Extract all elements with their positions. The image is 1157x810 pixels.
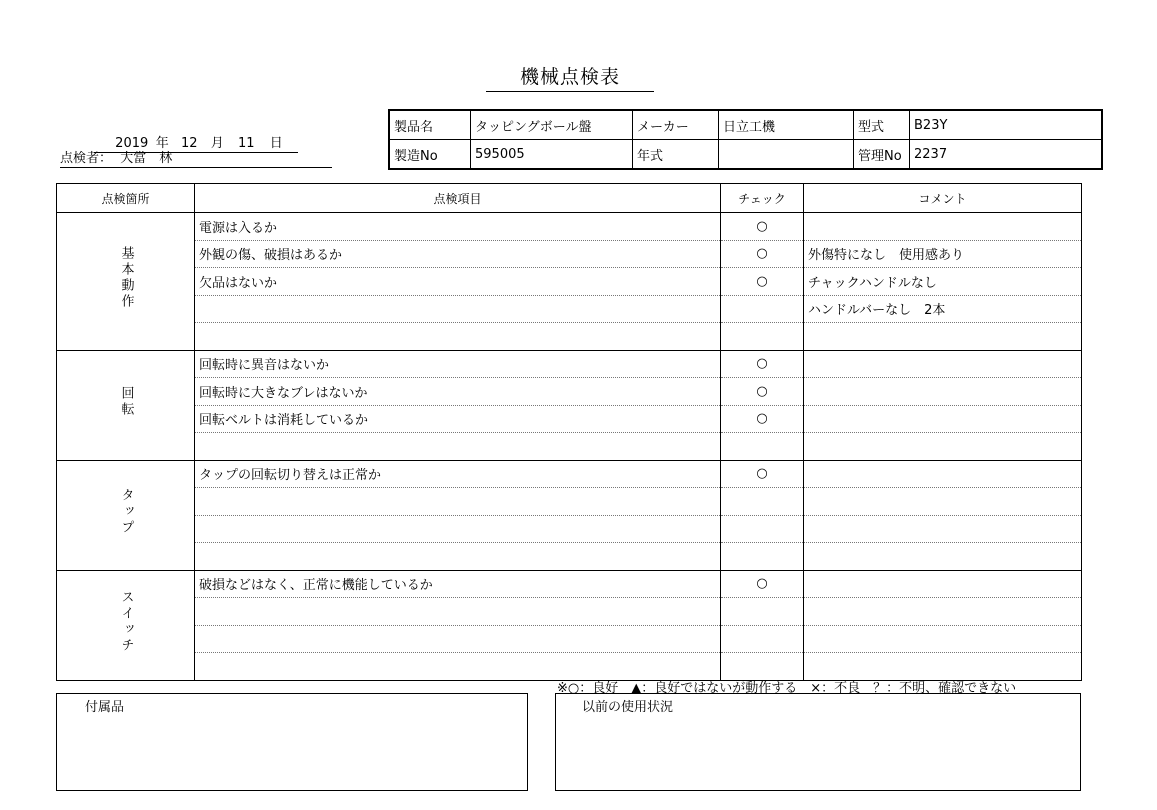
item-cell — [195, 653, 721, 681]
control-label: 管理No — [854, 140, 910, 170]
header-check: チェック — [721, 184, 804, 213]
item-cell — [195, 433, 721, 461]
item-cell — [195, 488, 721, 516]
year-label: 年式 — [633, 140, 719, 170]
inspector-label: 点検者： — [60, 151, 113, 166]
check-cell: ○ — [721, 240, 804, 268]
model-label: 型式 — [854, 110, 910, 140]
table-row — [57, 268, 1082, 296]
comment-cell — [804, 515, 1082, 543]
check-cell — [721, 598, 804, 626]
control-value: 2237 — [910, 140, 1103, 170]
item-cell: タップの回転切り替えは正常か — [195, 460, 721, 488]
accessories-label: 付属品 — [85, 700, 125, 715]
table-row — [57, 433, 1082, 461]
check-cell — [721, 323, 804, 351]
item-cell — [195, 323, 721, 351]
item-cell: 外観の傷、破損はあるか — [195, 240, 721, 268]
table-row — [57, 213, 1082, 241]
check-cell: ○ — [721, 405, 804, 433]
item-cell — [195, 295, 721, 323]
header-comment: コメント — [804, 184, 1082, 213]
item-cell: 回転時に異音はないか — [195, 350, 721, 378]
category-rotation: 回転 — [57, 350, 195, 460]
check-cell: ○ — [721, 460, 804, 488]
comment-cell — [804, 570, 1082, 598]
table-row — [57, 653, 1082, 681]
table-row — [57, 515, 1082, 543]
item-cell: 回転ベルトは消耗しているか — [195, 405, 721, 433]
item-cell — [195, 515, 721, 543]
table-row — [57, 323, 1082, 351]
table-row — [57, 295, 1082, 323]
table-row — [57, 488, 1082, 516]
check-cell — [721, 433, 804, 461]
comment-cell — [804, 460, 1082, 488]
model-value: B23Y — [910, 110, 1103, 140]
previous-usage-label: 以前の使用状況 — [582, 700, 674, 715]
header-item: 点検項目 — [195, 184, 721, 213]
item-cell — [195, 543, 721, 571]
check-cell: ○ — [721, 213, 804, 241]
inspector-name: 大當 林 — [120, 151, 173, 166]
check-cell — [721, 653, 804, 681]
item-cell: 回転時に大きなブレはないか — [195, 378, 721, 406]
item-cell: 欠品はないか — [195, 268, 721, 296]
comment-cell — [804, 350, 1082, 378]
check-cell — [721, 295, 804, 323]
table-row — [57, 598, 1082, 626]
inspection-table — [56, 183, 1082, 681]
category-tap: タップ — [57, 460, 195, 570]
page-title: 機械点検表 — [486, 62, 654, 92]
header-location: 点検箇所 — [57, 184, 195, 213]
check-legend: ※○：良好 ▲：良好ではないが動作する ×：不良 ？：不明、確認できない — [557, 681, 1017, 696]
date-year: 2019 — [115, 136, 149, 151]
check-cell: ○ — [721, 268, 804, 296]
table-row — [57, 570, 1082, 598]
comment-cell — [804, 405, 1082, 433]
inspector-line — [60, 147, 332, 168]
check-cell: ○ — [721, 378, 804, 406]
date-month-unit: 月 — [210, 136, 224, 151]
item-cell: 破損などはなく、正常に機能しているか — [195, 570, 721, 598]
check-cell — [721, 625, 804, 653]
table-row — [57, 240, 1082, 268]
check-cell: ○ — [721, 570, 804, 598]
comment-cell — [804, 598, 1082, 626]
table-row — [57, 460, 1082, 488]
serial-label: 製造No — [389, 140, 471, 170]
check-cell — [721, 543, 804, 571]
date-month: 12 — [180, 136, 198, 151]
comment-cell: 外傷特になし 使用感あり — [804, 240, 1082, 268]
item-cell — [195, 625, 721, 653]
check-cell — [721, 488, 804, 516]
comment-cell — [804, 323, 1082, 351]
serial-value: 595005 — [471, 140, 633, 170]
table-header-row — [57, 184, 1082, 213]
category-basic: 基本動作 — [57, 213, 195, 351]
comment-cell: チャックハンドルなし — [804, 268, 1082, 296]
date-day: 11 — [237, 136, 255, 151]
comment-cell — [804, 213, 1082, 241]
table-row — [57, 625, 1082, 653]
accessories-box — [56, 693, 528, 791]
year-value — [719, 140, 854, 170]
comment-cell — [804, 653, 1082, 681]
table-row — [57, 350, 1082, 378]
table-row — [57, 405, 1082, 433]
comment-cell — [804, 433, 1082, 461]
check-cell: ○ — [721, 350, 804, 378]
comment-cell — [804, 488, 1082, 516]
category-switch: スイッチ — [57, 570, 195, 680]
maker-label: メーカー — [633, 110, 719, 140]
date-day-unit: 日 — [269, 136, 283, 151]
comment-cell — [804, 625, 1082, 653]
check-cell — [721, 515, 804, 543]
table-row — [57, 543, 1082, 571]
product-name-label: 製品名 — [389, 110, 471, 140]
item-cell: 電源は入るか — [195, 213, 721, 241]
maker-value: 日立工機 — [719, 110, 854, 140]
item-cell — [195, 598, 721, 626]
comment-cell: ハンドルバーなし 2本 — [804, 295, 1082, 323]
date-year-unit: 年 — [155, 136, 169, 151]
product-info-table — [388, 109, 1103, 170]
comment-cell — [804, 543, 1082, 571]
previous-usage-box — [555, 693, 1081, 791]
product-name-value: タッピングボール盤 — [471, 110, 633, 140]
comment-cell — [804, 378, 1082, 406]
table-row — [57, 378, 1082, 406]
